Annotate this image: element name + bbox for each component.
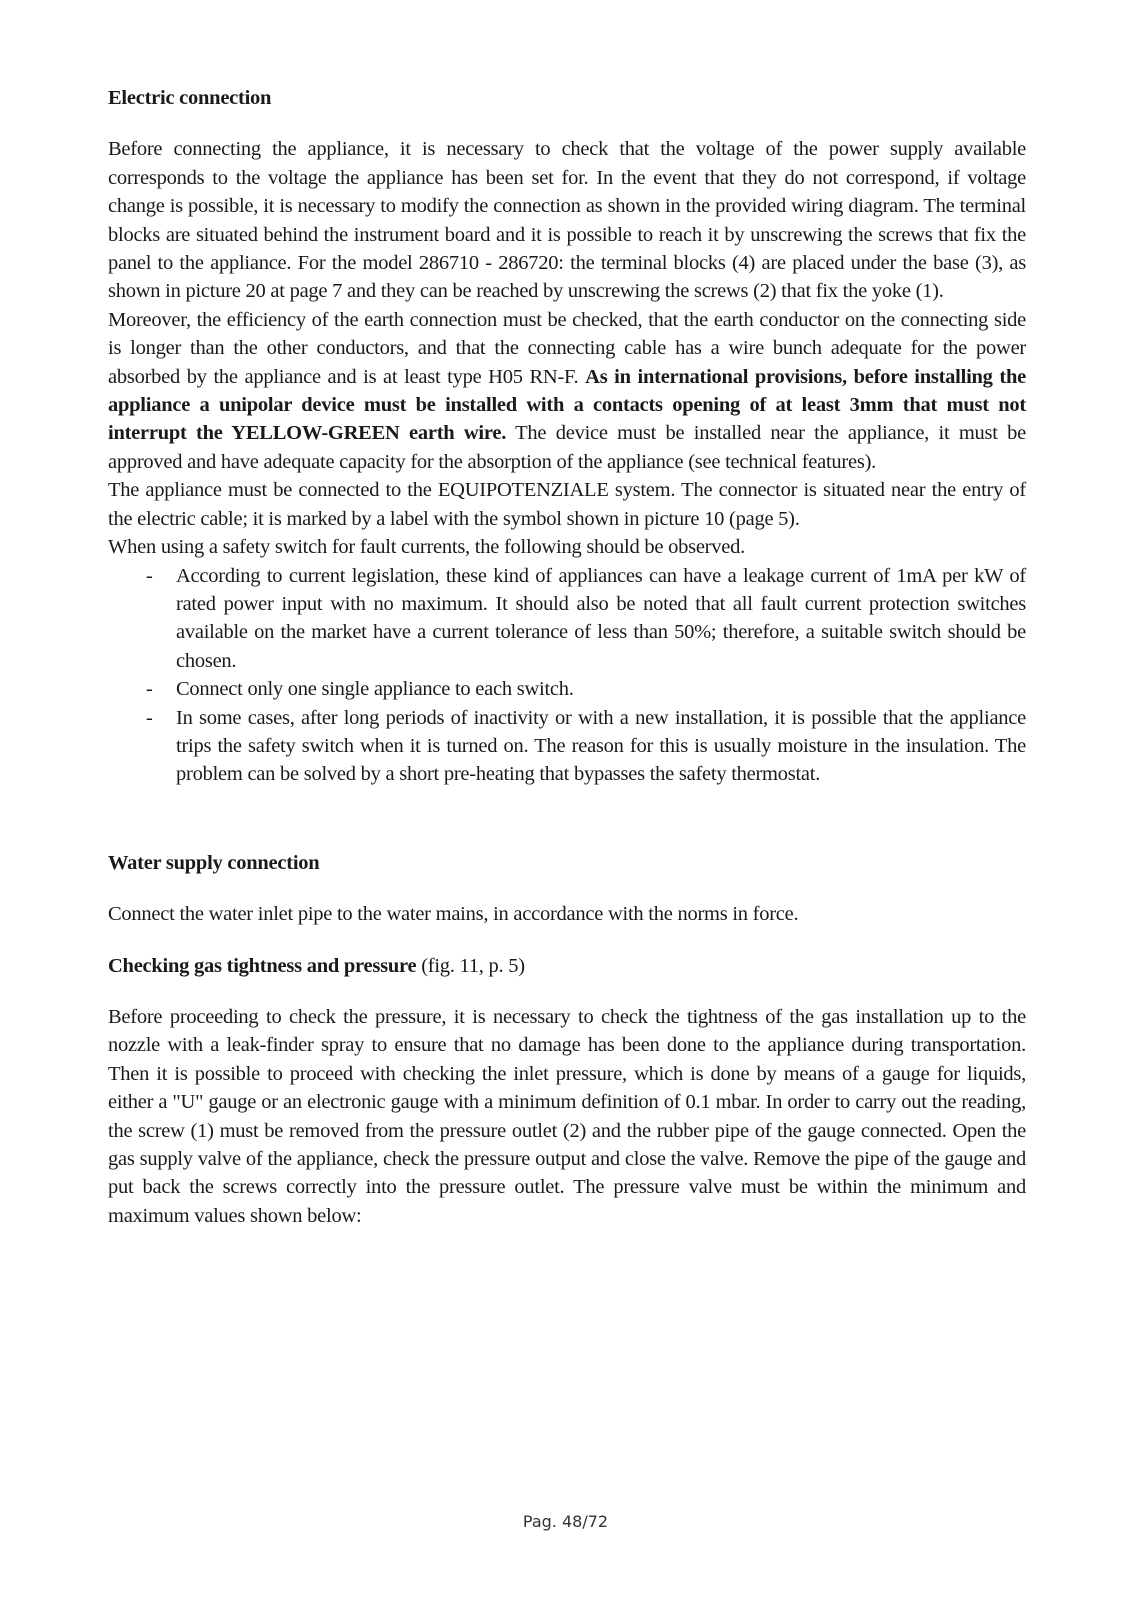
- list-item-text: According to current legislation, these kind of appliances can have a leakage current of 1mA per kW of rated power input with no maximum. It should also be noted that all fault current protection switches available on the market have a current tolerance of less than 50%; therefore, a suitable switch should be chosen.: [176, 564, 1026, 672]
- electric-connection-heading: Electric connection: [108, 87, 272, 109]
- list-item: [108, 675, 1026, 703]
- list-item: [108, 704, 1026, 789]
- electric-paragraph-2-end: The device must be installed near the appliance, it must be approved and have adequate capacity for the absorption of the appliance (see technical features).: [108, 422, 1027, 473]
- water-supply-heading: Water supply connection: [108, 851, 320, 874]
- electric-paragraph-4: When using a safety switch for fault currents, the following should be observed.: [108, 536, 745, 559]
- electric-paragraph-2: [108, 306, 1026, 476]
- electric-paragraph-3: The appliance must be connected to the EQUIPOTENZIALE system. The connector is situated near the entry of the electric cable; it is marked by a label with the symbol shown in picture 10 (page 5).: [108, 479, 1026, 530]
- electric-paragraph-1: Before connecting the appliance, it is necessary to check that the voltage of the power supply available corresponds to the voltage the appliance has been set for. In the event that they do not correspond, if voltage change is possible, it is necessary to modify the connection as shown in the provided wiring diagram. The terminal blocks are situated behind the instrument board and it is possible to reach it by unscrewing the screws that fix the panel to the appliance. For the model 286710 - 286720: the terminal blocks (4) are placed under the base (3), as shown in picture 20 at page 7 and they can be reached by unscrewing the screws (2) that fix the yoke (1).: [108, 138, 1026, 303]
- list-item-text: Connect only one single appliance to each switch.: [176, 678, 574, 701]
- list-item-text: In some cases, after long periods of inactivity or with a new installation, it is possible that the appliance trips the safety switch when it is turned on. The reason for this is usually moisture in the insulation. The problem can be solved by a short pre-heating that bypasses the safety thermostat.: [176, 706, 1026, 786]
- bullet-dash: -: [146, 564, 153, 587]
- electric-paragraph-2-start: Moreover, the efficiency of the earth connection must be checked, that the earth conductor on the connecting side is longer than the other conductors, and that the connecting cable has a wire bunch adequate for the power absorbed by the appliance and is at least type H05 RN-F.: [108, 308, 1026, 388]
- list-item: [108, 562, 1026, 676]
- page-number: Pag. 48/72: [522, 1512, 609, 1531]
- gas-paragraph-1: Before proceeding to check the pressure, it is necessary to check the tightness of the gas installation up to the nozzle with a leak-finder spray to ensure that no damage has been done to the appliance during transportation. Then it is possible to proceed with checking the inlet pressure, which is done by means of a gauge for liquids, either a "U" gauge or an electronic gauge with a minimum definition of 0.1 mbar. In order to carry out the reading, the screw (1) must be removed from the pressure outlet (2) and the rubber pipe of the gauge connected. Open the gas supply valve of the appliance, check the pressure output and close the valve. Remove the pipe of the gauge and put back the screws correctly into the pressure outlet. The pressure valve must be within the minimum and maximum values shown below:: [108, 1005, 1026, 1227]
- safety-switch-list: [108, 562, 1026, 789]
- gas-check-heading-ref: (fig. 11, p. 5): [416, 954, 525, 977]
- bullet-dash: -: [146, 678, 153, 701]
- electric-paragraph-2-bold: As in international provisions, before installing the appliance a unipolar device must be installed with a contacts opening of at least 3mm that must not interrupt the YELLOW-GREEN earth wire.: [108, 365, 1026, 445]
- bullet-dash: -: [146, 706, 153, 729]
- gas-check-heading-title: Checking gas tightness and pressure: [108, 954, 417, 977]
- document-page: [108, 84, 1026, 1230]
- gas-check-heading: [108, 952, 1026, 980]
- water-paragraph-1: Connect the water inlet pipe to the water mains, in accordance with the norms in force.: [108, 903, 799, 926]
